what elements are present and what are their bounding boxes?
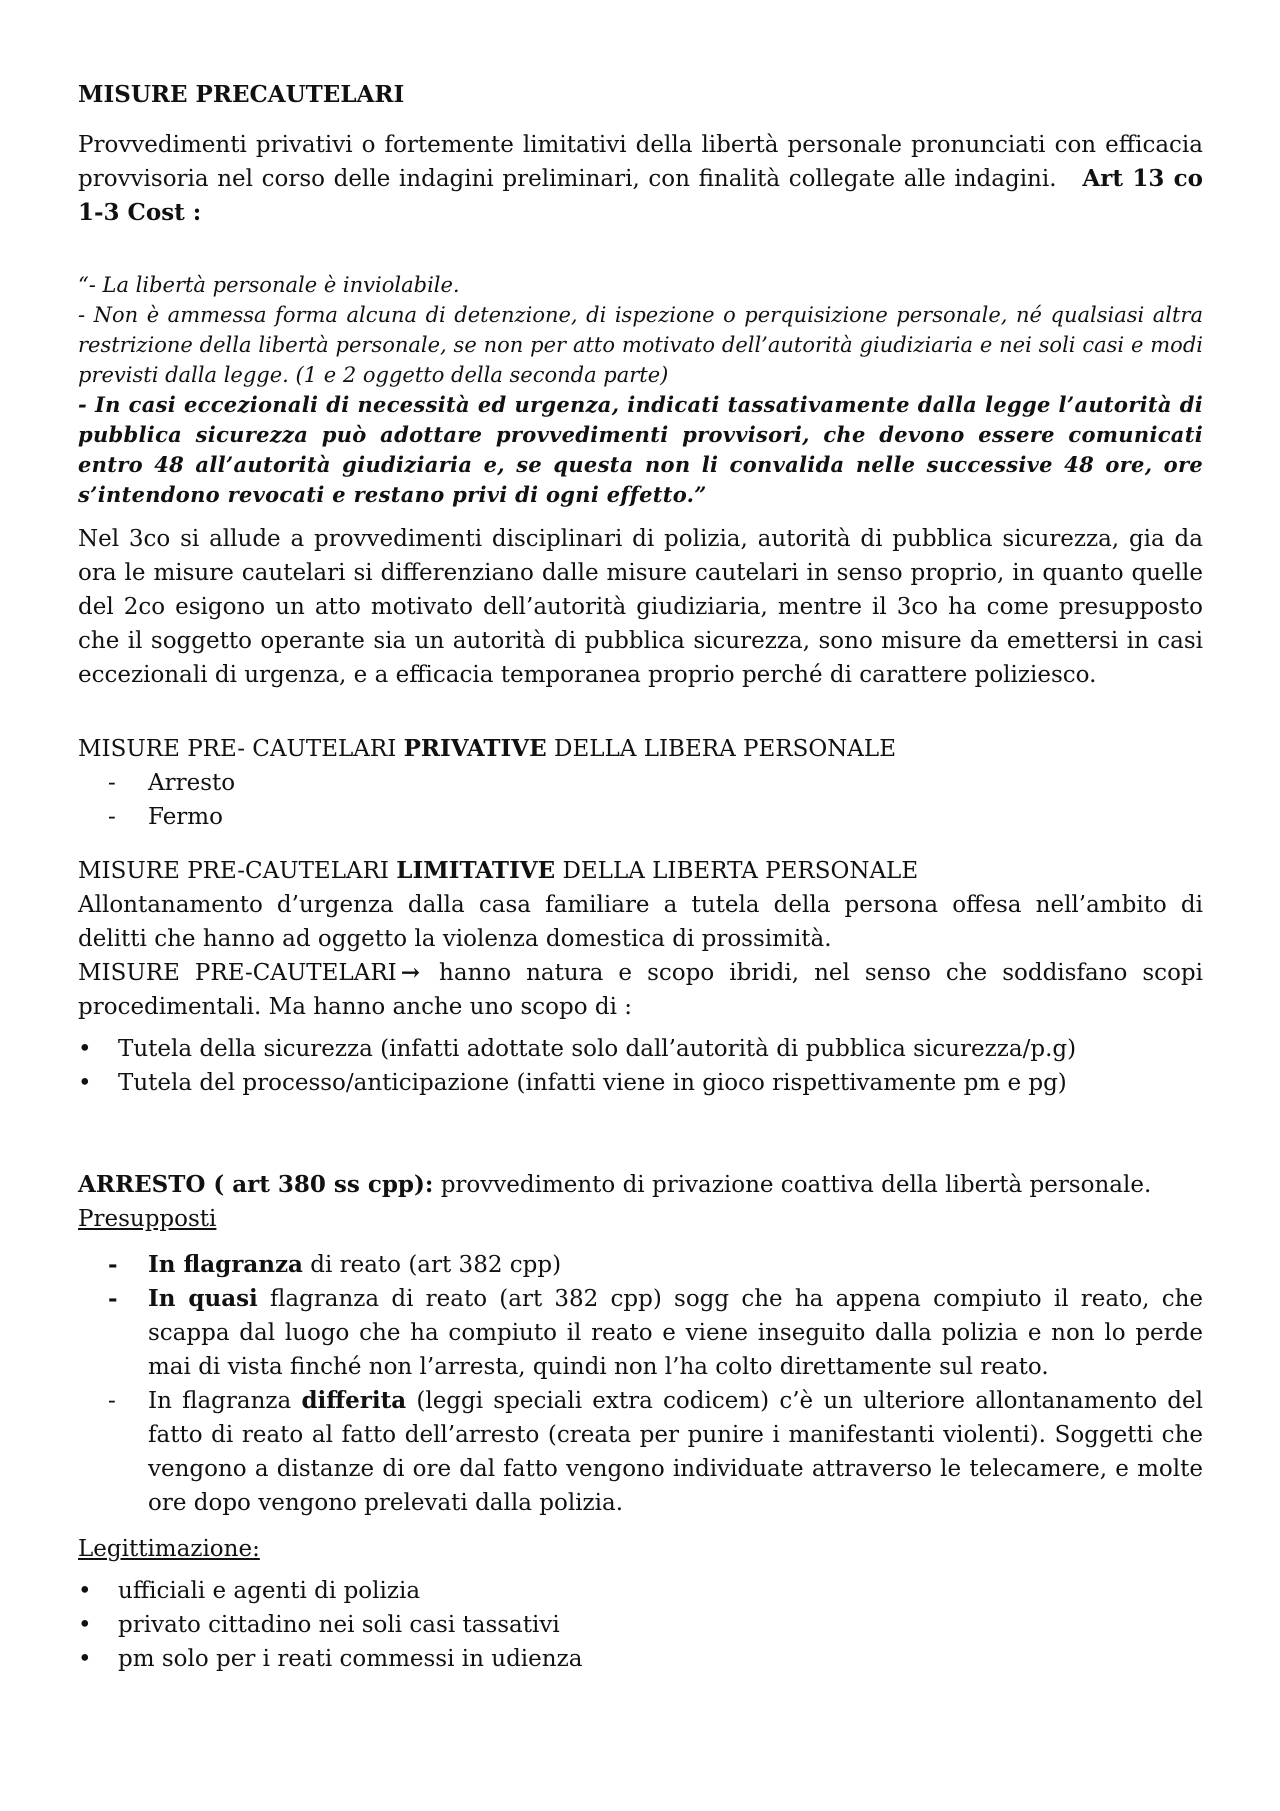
dash-marker: - [108, 1388, 116, 1414]
quote-line-2: - Non è ammessa forma alcuna di detenzione, di ispezione o perquisizione personale, né qualsiasi altra restrizione della libertà personale, se non per atto motivato dell’autorità giudiziaria e nei soli casi e modi previsti dalla legge. (1 e 2 oggetto della seconda parte) [78, 303, 1203, 387]
nature-label: MISURE PRE-CAUTELARI [78, 960, 397, 986]
presupposti-list [78, 1248, 1203, 1520]
limitative-heading-suffix: DELLA LIBERTA PERSONALE [562, 858, 919, 884]
list-item [78, 1384, 1203, 1520]
limitative-heading-keyword: LIMITATIVE [396, 857, 556, 884]
privative-list [78, 766, 1203, 834]
purpose-list [78, 1032, 1203, 1100]
page-title: MISURE PRECAUTELARI [78, 81, 405, 108]
list-item-text: di reato (art 382 cpp) [302, 1252, 562, 1278]
list-item-bold: In flagranza [148, 1251, 303, 1278]
legittimazione-heading-text: Legittimazione: [78, 1536, 260, 1562]
list-item [78, 1248, 1203, 1282]
limitative-description: Allontanamento d’urgenza dalla casa familiare a tutela della persona offesa nell’ambito di delitti che hanno ad oggetto la violenza domestica di prossimità. [78, 892, 1203, 952]
list-item-bold: differita [301, 1387, 407, 1414]
privative-heading-suffix: DELLA LIBERA PERSONALE [554, 736, 896, 762]
list-item [78, 1066, 1203, 1100]
arresto-paragraph [78, 1168, 1203, 1202]
list-item [78, 1608, 1203, 1642]
list-item [78, 1032, 1203, 1066]
list-item-text: pm solo per i reati commessi in udienza [118, 1646, 583, 1672]
list-item-text: (leggi speciali extra codicem) c’è un ulteriore allontanamento del fatto di reato al fatto dell’arresto (creata per punire i manifestanti violenti). Soggetti che vengono a distanze di ore dal fatto vengono individuate attraverso le telecamere, e molte ore dopo vengono prelevati dalla polizia. [148, 1388, 1203, 1516]
quote-line-3: - In casi eccezionali di necessità ed urgenza, indicati tassativamente dalla legge l’autorità di pubblica sicurezza può adottare provvedimenti provvisori, che devono essere comunicati entro 48 all’autorità giudiziaria e, se questa non li convalida nelle successive 48 ore, ore s’intendono revocati e restano privi di ogni effetto.” [78, 392, 1203, 507]
commentary-paragraph: Nel 3co si allude a provvedimenti disciplinari di polizia, autorità di pubblica sicurezza, gia da ora le misure cautelari si differenziano dalle misure cautelari in senso proprio, in quanto quelle del 2co esigono un atto motivato dell’autorità giudiziaria, mentre il 3co ha come presupposto che il soggetto operante sia un autorità di pubblica sicurezza, sono misure da emettersi in casi eccezionali di urgenza, e a efficacia temporanea proprio perché di carattere poliziesco. [78, 526, 1203, 688]
privative-heading-keyword: PRIVATIVE [403, 735, 547, 762]
legittimazione-list [78, 1574, 1203, 1676]
dash-marker: - [108, 1285, 118, 1312]
constitution-quote [78, 270, 1203, 510]
nature-paragraph [78, 956, 1203, 1024]
list-item-text: flagranza di reato (art 382 cpp) sogg che ha appena compiuto il reato, che scappa dal luogo che ha compiuto il reato e viene inseguito dalla polizia e non lo perde mai di vista finché non l’arresta, quindi non l’ha colto direttamente sul reato. [148, 1286, 1203, 1380]
arresto-label: ARRESTO ( art 380 ss cpp): [78, 1171, 434, 1198]
bullet-icon: • [78, 1578, 92, 1604]
list-item [78, 1642, 1203, 1676]
legittimazione-heading [78, 1532, 1203, 1566]
quote-line-1: “- La libertà personale è inviolabile. [78, 273, 460, 297]
list-item [78, 1282, 1203, 1384]
arresto-definition: provvedimento di privazione coattiva della libertà personale. [440, 1172, 1152, 1198]
privative-heading-prefix: MISURE PRE- CAUTELARI [78, 736, 397, 762]
list-item [78, 800, 1203, 834]
limitative-heading-prefix: MISURE PRE-CAUTELARI [78, 858, 389, 884]
bullet-icon: • [78, 1036, 92, 1062]
dash-marker: - [108, 804, 116, 830]
constitution-reference: Art 13 co 1-3 Cost : [78, 165, 1203, 226]
bullet-icon: • [78, 1646, 92, 1672]
list-item-text: privato cittadino nei soli casi tassativi [118, 1612, 560, 1638]
list-item-prefix: In flagranza [148, 1388, 302, 1414]
presupposti-heading [78, 1202, 1203, 1236]
list-item-text: ufficiali e agenti di polizia [118, 1578, 421, 1604]
bullet-icon: • [78, 1612, 92, 1638]
dash-marker: - [108, 1251, 118, 1278]
nature-text: hanno natura e scopo ibridi, nel senso che soddisfano scopi procedimentali. Ma hanno anche uno scopo di : [78, 960, 1203, 1020]
list-item-text: Arresto [148, 770, 236, 796]
bullet-icon: • [78, 1070, 92, 1096]
list-item [78, 766, 1203, 800]
limitative-heading [78, 854, 1203, 888]
arrow-icon: → [400, 959, 420, 986]
list-item-text: Tutela della sicurezza (infatti adottate solo dall’autorità di pubblica sicurezza/p.g) [118, 1036, 1077, 1062]
list-item [78, 1574, 1203, 1608]
dash-marker: - [108, 770, 116, 796]
intro-text: Provvedimenti privativi o fortemente limitativi della libertà personale pronunciati con efficacia provvisoria nel corso delle indagini preliminari, con finalità collegate alle indagini. [78, 132, 1203, 192]
privative-heading [78, 732, 1203, 766]
list-item-bold: In quasi [148, 1285, 258, 1312]
presupposti-heading-text: Presupposti [78, 1206, 217, 1232]
list-item-text: Fermo [148, 804, 223, 830]
document-page [78, 78, 1203, 1676]
list-item-text: Tutela del processo/anticipazione (infatti viene in gioco rispettivamente pm e pg) [118, 1070, 1067, 1096]
intro-paragraph [78, 128, 1203, 230]
